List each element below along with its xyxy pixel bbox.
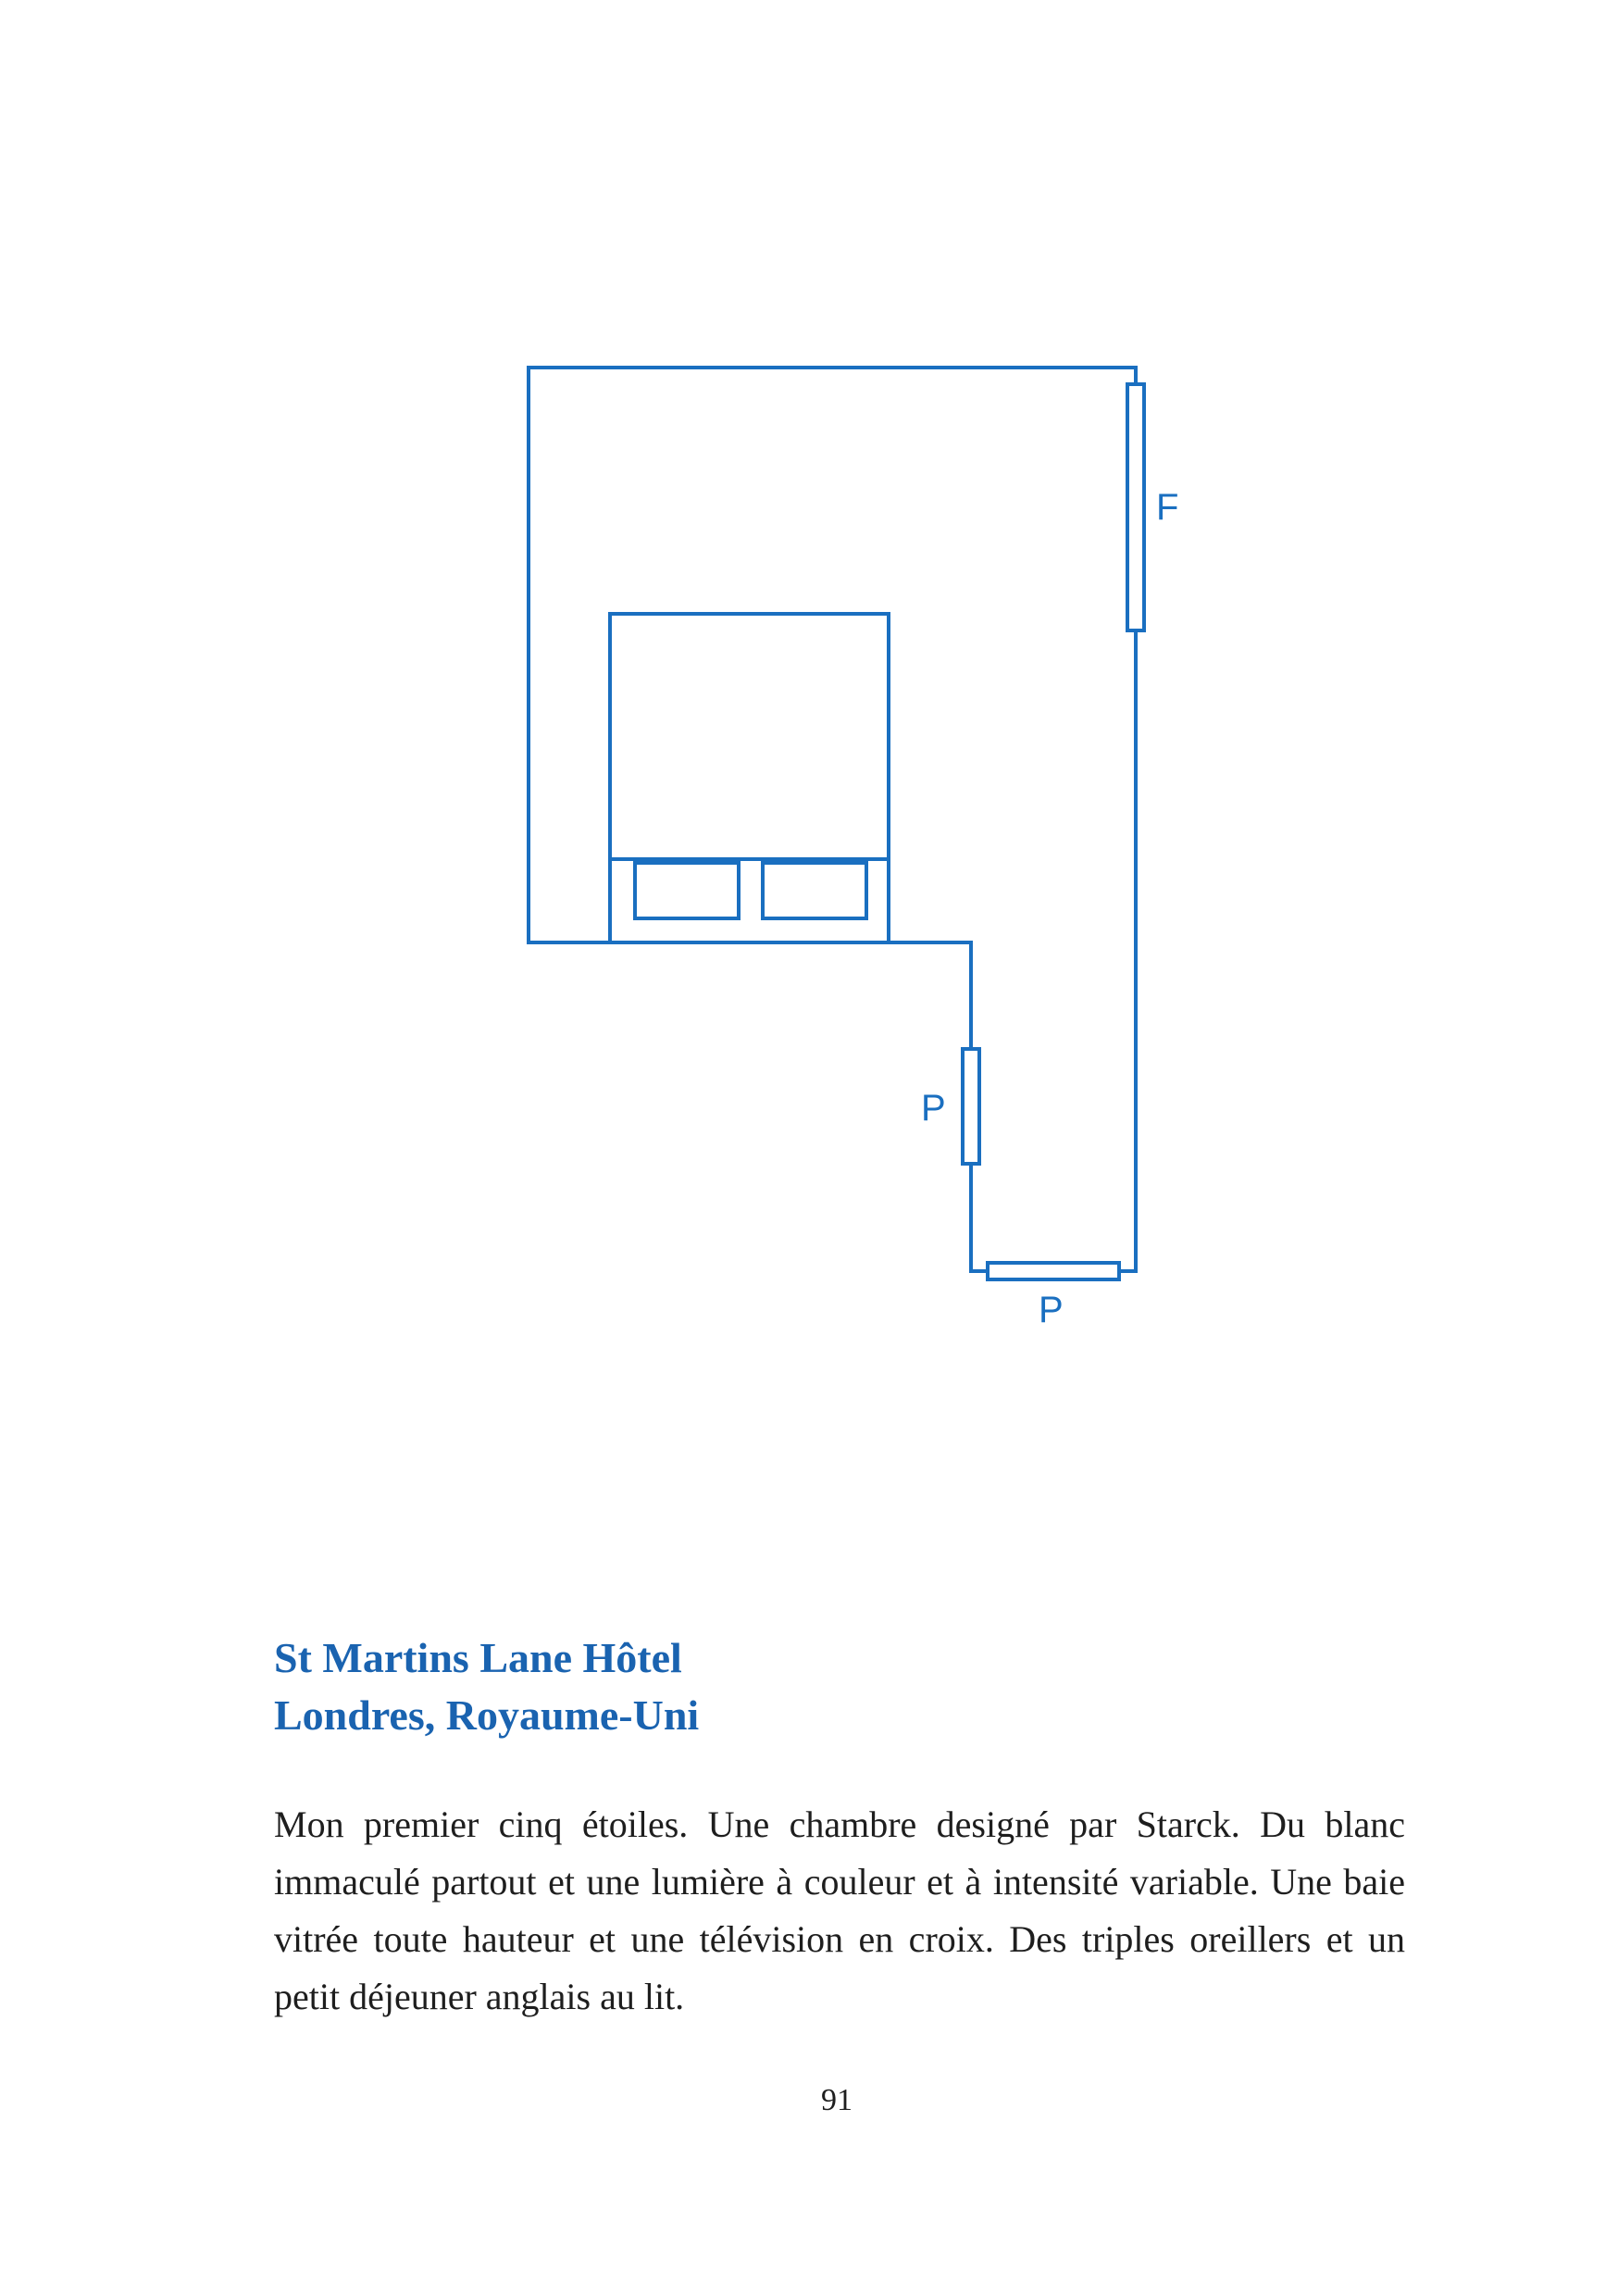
door-bottom [988,1263,1119,1279]
window-f [1127,384,1144,630]
page-number: 91 [821,2083,853,2117]
window-label: F [1156,487,1179,528]
door-side [963,1049,979,1164]
body-paragraph: Mon premier cinq étoiles. Une chambre designé par Starck. Du blanc immaculé partout et une lumière à couleur et à intensité variable. Une baie vitrée toute hauteur et une télévision en croix. Des triples oreillers et un petit déjeuner anglais au lit. [274,1803,1405,2017]
bed [610,614,889,942]
door-bottom-label: P [1039,1290,1064,1330]
room-outline [529,368,1136,1271]
pillow-left [635,863,739,918]
pillow-right [763,863,866,918]
heading-hotel-name: St Martins Lane Hôtel [274,1634,682,1681]
heading [274,1629,1385,1744]
heading-location: Londres, Royaume-Uni [274,1691,700,1739]
door-side-label: P [921,1088,946,1129]
